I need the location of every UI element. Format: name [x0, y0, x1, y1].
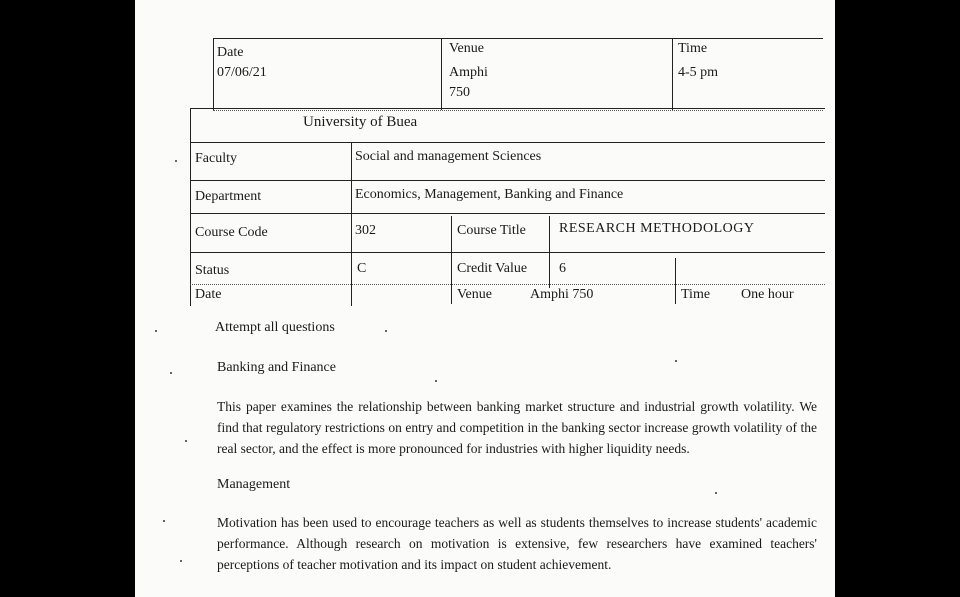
scan-speck — [155, 330, 157, 332]
top-venue-line1: Amphi — [449, 65, 488, 80]
top-date-value: 07/06/21 — [217, 65, 267, 80]
table-col-divider-4 — [675, 258, 676, 304]
time-value: One hour — [741, 287, 794, 302]
department-value: Economics, Management, Banking and Finance — [355, 187, 624, 202]
top-venue-label: Venue — [449, 41, 484, 56]
scan-speck — [435, 380, 437, 382]
table-rule-4 — [190, 252, 825, 253]
table-rule-2 — [190, 180, 825, 181]
scanned-document — [135, 0, 835, 597]
instructions: Attempt all questions — [215, 320, 335, 335]
scan-speck — [163, 520, 165, 522]
top-date-label: Date — [217, 45, 244, 60]
section-heading-management: Management — [217, 477, 291, 492]
scan-speck — [185, 440, 187, 442]
top-row-border — [213, 38, 823, 39]
scan-speck — [175, 160, 177, 162]
scan-speck — [170, 372, 172, 374]
credit-value-value: 6 — [559, 261, 566, 276]
scan-speck — [385, 330, 387, 332]
table-rule-5 — [190, 284, 825, 285]
time-label: Time — [681, 287, 711, 302]
table-col-divider — [351, 142, 352, 306]
scan-speck — [675, 360, 677, 362]
top-venue-line2: 750 — [449, 85, 470, 100]
scan-speck — [715, 492, 717, 494]
course-code-value: 302 — [355, 223, 376, 238]
scan-speck — [180, 560, 182, 562]
status-value: C — [357, 261, 367, 276]
top-row-divider-2 — [672, 38, 673, 110]
top-row-left-edge — [213, 38, 214, 110]
section-heading-banking: Banking and Finance — [217, 360, 336, 375]
course-title-value: RESEARCH METHODOLOGY — [559, 221, 755, 236]
credit-value-label: Credit Value — [457, 261, 528, 276]
faculty-value: Social and management Sciences — [355, 149, 542, 164]
top-row-divider-1 — [441, 38, 442, 110]
table-col-divider-2 — [451, 216, 452, 304]
venue-label: Venue — [457, 287, 492, 302]
top-time-value: 4-5 pm — [678, 65, 719, 80]
faculty-label: Faculty — [195, 151, 237, 166]
venue-value: Amphi 750 — [530, 287, 594, 302]
institution-name: University of Buea — [303, 114, 418, 130]
table-col-divider-3 — [549, 216, 550, 288]
course-title-label: Course Title — [457, 223, 526, 238]
status-label: Status — [195, 263, 230, 278]
date-label: Date — [195, 287, 222, 302]
table-rule-3 — [190, 213, 825, 214]
department-label: Department — [195, 189, 262, 204]
section-body-management: Motivation has been used to encourage teachers as well as students themselves to increase students' academic performance. Although research on motivation is extensive, few researchers have examined teachers' perceptions of teacher motivation and its impact on student achievement. — [217, 515, 817, 572]
section-body-banking: This paper examines the relationship between banking market structure and industrial growth volatility. We find that regulatory restrictions on entry and competition in the banking sector increase growth volatility of the real sector, and the effect is more pronounced for industries with higher liquidity needs. — [217, 399, 817, 456]
top-time-label: Time — [678, 41, 708, 56]
course-code-label: Course Code — [195, 225, 268, 240]
table-rule-1 — [190, 142, 825, 143]
